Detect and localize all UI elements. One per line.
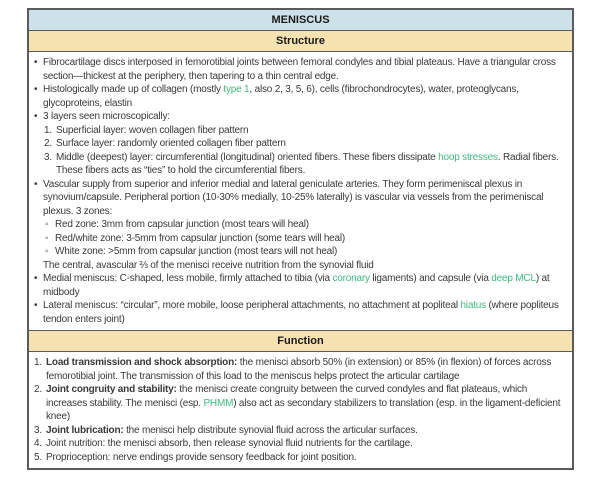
- text-segment: Middle (deepest) layer: circumferential (longitudinal) oriented fibers. These fibers dissipate: [56, 151, 439, 163]
- text-segment: Vascular supply from superior and inferior medial and lateral geniculate arteries. They form perimeniscal plexus in synovium/capsule. Peripheral portion (10-30% medially, 10-25% laterally) is vascular via vessels from the perimeniscal plexus. 3 zones:: [43, 178, 544, 217]
- item-text: [46, 451, 568, 465]
- item-number: 3.: [44, 151, 52, 163]
- item-text: [43, 83, 568, 110]
- list-item: [34, 424, 568, 438]
- item-number: 5.: [34, 451, 42, 463]
- item-bullet: •: [34, 111, 38, 122]
- item-text: [55, 245, 568, 259]
- list-item: [34, 299, 568, 326]
- list-item: [34, 356, 568, 383]
- list-item: [44, 124, 568, 138]
- highlighted-term: hiatus: [460, 300, 486, 311]
- item-text: [43, 178, 568, 219]
- text-segment: Fibrocartilage discs interposed in femorotibial joints between femoral condyles and tibial plateaus. Have a triangular cross section—thickest at the periphery, then tapering to a thin central edge.: [43, 57, 556, 82]
- item-bullet: •: [34, 178, 38, 190]
- item-text: [43, 259, 568, 273]
- item-number: 2.: [44, 138, 52, 149]
- text-segment: (where popliteus tendon enters joint): [43, 300, 559, 325]
- item-bullet: •: [34, 273, 38, 284]
- item-bullet: ◦: [45, 219, 49, 230]
- item-text: [55, 232, 568, 246]
- list-item: [44, 151, 568, 178]
- item-text: [56, 151, 568, 178]
- list-item: [34, 272, 568, 299]
- text-segment: ligaments) and capsule (via: [369, 273, 492, 284]
- list-item: [34, 83, 568, 110]
- text-segment: ) also act as secondary stabilizers to translation (esp. in the ligament-deficient knee): [46, 397, 561, 422]
- text-segment: the menisci create congruity between the curved condyles and flat plateaus, which increases stability. The menisci (esp.: [46, 384, 528, 409]
- meniscus-table: [27, 8, 574, 470]
- item-number: 1.: [34, 357, 42, 368]
- item-text: [43, 110, 568, 124]
- list-item: [34, 110, 568, 124]
- list-item: [34, 56, 568, 83]
- highlighted-term: type 1: [223, 84, 250, 95]
- item-text: [46, 383, 568, 424]
- text-segment: 3 layers seen microscopically:: [43, 111, 170, 122]
- item-number: 1.: [44, 124, 52, 136]
- text-segment: Medial meniscus: C-shaped, less mobile, firmly attached to tibia (via: [43, 273, 333, 284]
- item-bullet: ◦: [45, 246, 49, 257]
- text-segment: Superficial layer: woven collagen fiber pattern: [56, 124, 249, 136]
- item-bullet: •: [34, 57, 38, 68]
- list-item: [34, 437, 568, 451]
- item-bullet: ◦: [45, 232, 49, 244]
- text-segment: Lateral meniscus: “circular”, more mobile, loose peripheral attachments, no attachment at popliteal: [43, 300, 461, 311]
- list-item: [44, 137, 568, 151]
- list-item: [34, 451, 568, 465]
- highlighted-term: coronary: [332, 273, 370, 284]
- text-segment: . Radial fibers. These fibers acts as “ties” to hold the circumferential fibers.: [56, 151, 559, 176]
- item-number: 2.: [34, 384, 42, 395]
- highlighted-term: deep MCL: [491, 273, 536, 284]
- item-lead-in: Joint congruity and stability:: [46, 384, 177, 395]
- item-bullet: •: [34, 84, 38, 95]
- text-segment: Red/white zone: 3-5mm from capsular junction (some tears will heal): [55, 232, 346, 244]
- section-header-structure: Structure: [29, 31, 572, 52]
- list-item: [34, 178, 568, 219]
- list-item: [44, 245, 568, 259]
- text-segment: Proprioception: nerve endings provide sensory feedback for joint position.: [46, 451, 357, 463]
- item-text: [56, 137, 568, 151]
- item-text: [55, 218, 568, 232]
- text-segment: the menisci help distribute synovial fluid across the articular surfaces.: [123, 424, 418, 436]
- section-header-function: Function: [29, 331, 572, 352]
- list-item: [34, 259, 568, 273]
- highlighted-term: PHMM: [203, 397, 234, 409]
- text-segment: Joint nutrition: the menisci absorb, then release synovial fluid nutrients for the cartilage.: [46, 438, 413, 449]
- text-segment: the menisci absorb 50% (in extension) or 85% (in flexion) of forces across femorotibial joint. The transmission of this load to the meniscus helps protect the articular cartilage: [46, 357, 552, 382]
- section-body-structure: [29, 52, 572, 331]
- item-text: [46, 356, 568, 383]
- table-title: MENISCUS: [29, 10, 572, 31]
- item-text: [56, 124, 568, 138]
- item-text: [43, 299, 568, 326]
- text-segment: White zone: >5mm from capsular junction (most tears will not heal): [55, 246, 338, 257]
- list-item: [44, 218, 568, 232]
- list-item: [44, 232, 568, 246]
- item-lead-in: Joint lubrication:: [46, 424, 124, 436]
- list-item: [34, 383, 568, 424]
- item-lead-in: Load transmission and shock absorption:: [46, 357, 238, 368]
- text-segment: Red zone: 3mm from capsular junction (most tears will heal): [55, 219, 309, 230]
- highlighted-term: hoop stresses: [438, 151, 498, 163]
- item-text: [43, 56, 568, 83]
- item-bullet: •: [34, 300, 38, 311]
- text-segment: Histologically made up of collagen (mostly: [43, 84, 224, 95]
- item-text: [43, 272, 568, 299]
- text-segment: The central, avascular ⅔ of the menisci receive nutrition from the synovial fluid: [43, 259, 374, 271]
- item-text: [46, 424, 568, 438]
- item-number: 4.: [34, 438, 42, 449]
- section-body-function: [29, 352, 572, 468]
- item-text: [46, 437, 568, 451]
- text-segment: Surface layer: randomly oriented collagen fiber pattern: [56, 138, 286, 149]
- item-number: 3.: [34, 424, 42, 436]
- text-segment: ) at midbody: [43, 273, 550, 298]
- text-segment: , also 2, 3, 5, 6), cells (fibrochondrocytes), water, proteoglycans, glycoproteins, elastin: [43, 84, 519, 109]
